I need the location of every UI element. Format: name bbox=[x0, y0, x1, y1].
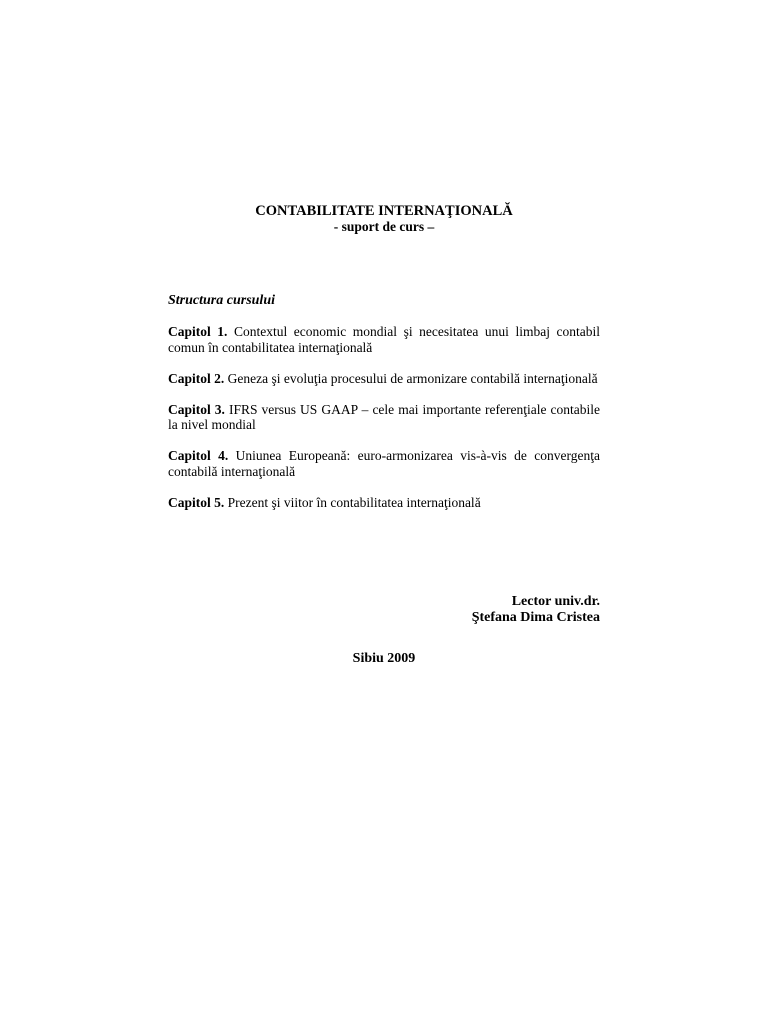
chapter-text: Geneza şi evoluţia procesului de armonizare contabilă internaţională bbox=[224, 370, 598, 386]
author-signature bbox=[472, 594, 600, 626]
course-structure bbox=[168, 293, 600, 526]
chapter-4 bbox=[168, 448, 600, 479]
chapter-text: Prezent şi viitor în contabilitatea internaţională bbox=[224, 494, 481, 510]
chapter-text: IFRS versus US GAAP – cele mai importante referenţiale contabile la nivel mondial bbox=[168, 401, 600, 432]
author-name: Ştefana Dima Cristea bbox=[471, 610, 600, 625]
chapter-text: Contextul economic mondial şi necesitatea unui limbaj contabil comun în contabilitatea internaţională bbox=[168, 324, 600, 355]
chapter-label: Capitol 2. bbox=[168, 370, 225, 386]
chapter-5 bbox=[168, 495, 600, 511]
chapter-text: Uniunea Europeană: euro-armonizarea vis-à-vis de convergenţa contabilă internaţională bbox=[168, 448, 600, 479]
chapter-label: Capitol 1. bbox=[168, 324, 228, 339]
place-year: Sibiu 2009 bbox=[352, 651, 416, 666]
chapter-label: Capitol 3. bbox=[168, 401, 225, 417]
document-title: CONTABILITATE INTERNAŢIONALĂ bbox=[255, 203, 513, 219]
chapter-label: Capitol 4. bbox=[168, 448, 229, 463]
title-block bbox=[0, 203, 768, 235]
chapter-3 bbox=[168, 402, 600, 433]
author-role: Lector univ.dr. bbox=[511, 594, 600, 609]
chapter-1 bbox=[168, 324, 600, 355]
document-subtitle: - suport de curs – bbox=[333, 219, 435, 234]
chapter-2 bbox=[168, 371, 600, 387]
structure-heading: Structura cursului bbox=[168, 293, 275, 308]
chapter-label: Capitol 5. bbox=[168, 494, 225, 510]
